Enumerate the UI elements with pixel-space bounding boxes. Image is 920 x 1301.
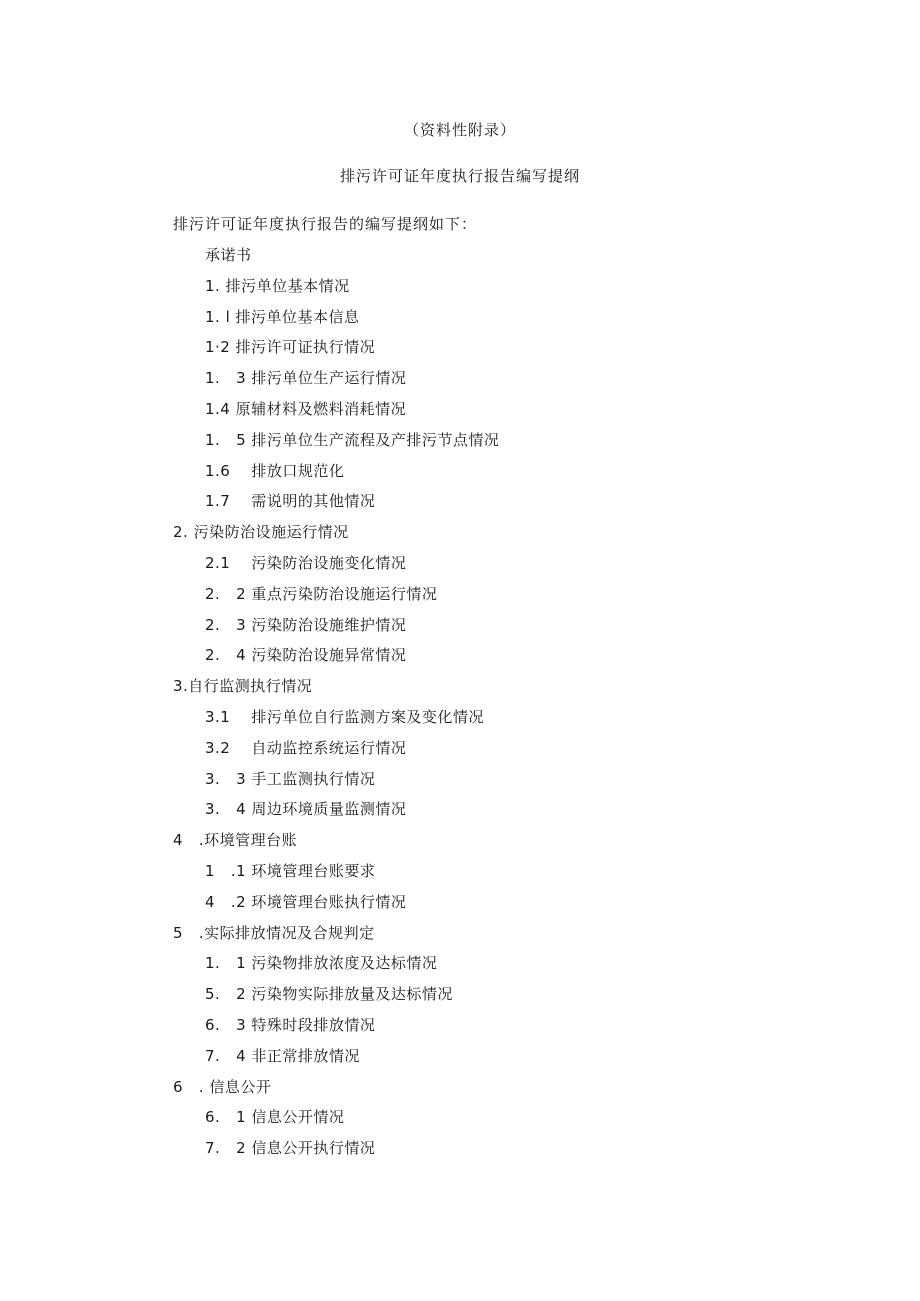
outline-section-heading: 4 .环境管理台账 [173, 831, 298, 850]
outline-section-heading: 2. 污染防治设施运行情况 [173, 523, 349, 542]
outline-subsection-item: 1. 排污单位基本情况 [205, 276, 350, 295]
outline-subsection-item: 6. 1 信息公开情况 [205, 1108, 345, 1127]
outline-subsection-item: 7. 2 信息公开执行情况 [205, 1139, 376, 1158]
outline-subsection-item: 1·2 排污许可证执行情况 [205, 338, 376, 357]
intro-paragraph: 排污许可证年度执行报告的编写提纲如下： [173, 215, 478, 233]
document-title: 排污许可证年度执行报告编写提纲 [339, 167, 580, 185]
outline-subsection-item: 5. 2 污染物实际排放量及达标情况 [205, 985, 453, 1004]
appendix-label: （资料性附录） [403, 121, 516, 139]
outline-subsection-item: 2. 2 重点污染防治设施运行情况 [205, 584, 438, 603]
outline-subsection-item: 1. 5 排污单位生产流程及产排污节点情况 [205, 430, 500, 449]
outline-subsection-item: 1.7 需说明的其他情况 [205, 492, 376, 511]
outline-list [0, 245, 920, 1169]
outline-section-heading: 5 .实际排放情况及合规判定 [173, 923, 375, 942]
outline-subsection-item: 1. 3 排污单位生产运行情况 [205, 369, 407, 388]
outline-subsection-item: 2. 4 污染防治设施异常情况 [205, 646, 407, 665]
outline-section-heading: 6 . 信息公开 [173, 1077, 272, 1096]
outline-subsection-item: 4 .2 环境管理台账执行情况 [205, 892, 407, 911]
outline-subsection-item: 3. 3 手工监测执行情况 [205, 769, 376, 788]
outline-subsection-item: 1. 1 污染物排放浓度及达标情况 [205, 954, 438, 973]
outline-subsection-item: 3. 4 周边环境质量监测情况 [205, 800, 407, 819]
outline-subsection-item: 3.1 排污单位自行监测方案及变化情况 [205, 707, 484, 726]
outline-section-heading: 3.自行监测执行情况 [173, 677, 313, 696]
outline-subsection-item: 2. 3 污染防治设施维护情况 [205, 615, 407, 634]
outline-subsection-item: 7. 4 非正常排放情况 [205, 1046, 360, 1065]
outline-subsection-item: 3.2 自动监控系统运行情况 [205, 738, 407, 757]
outline-subsection-item: 1.4 原辅材料及燃料消耗情况 [205, 399, 407, 418]
outline-subsection-item: 1.6 排放口规范化 [205, 461, 345, 480]
outline-subsection-item: 1 .1 环境管理台账要求 [205, 861, 376, 880]
outline-subsection-item: 2.1 污染防治设施变化情况 [205, 553, 407, 572]
outline-subsection-item: 承诺书 [205, 246, 252, 264]
outline-subsection-item: 1. l 排污单位基本信息 [205, 307, 360, 326]
outline-subsection-item: 6. 3 特殊时段排放情况 [205, 1015, 376, 1034]
